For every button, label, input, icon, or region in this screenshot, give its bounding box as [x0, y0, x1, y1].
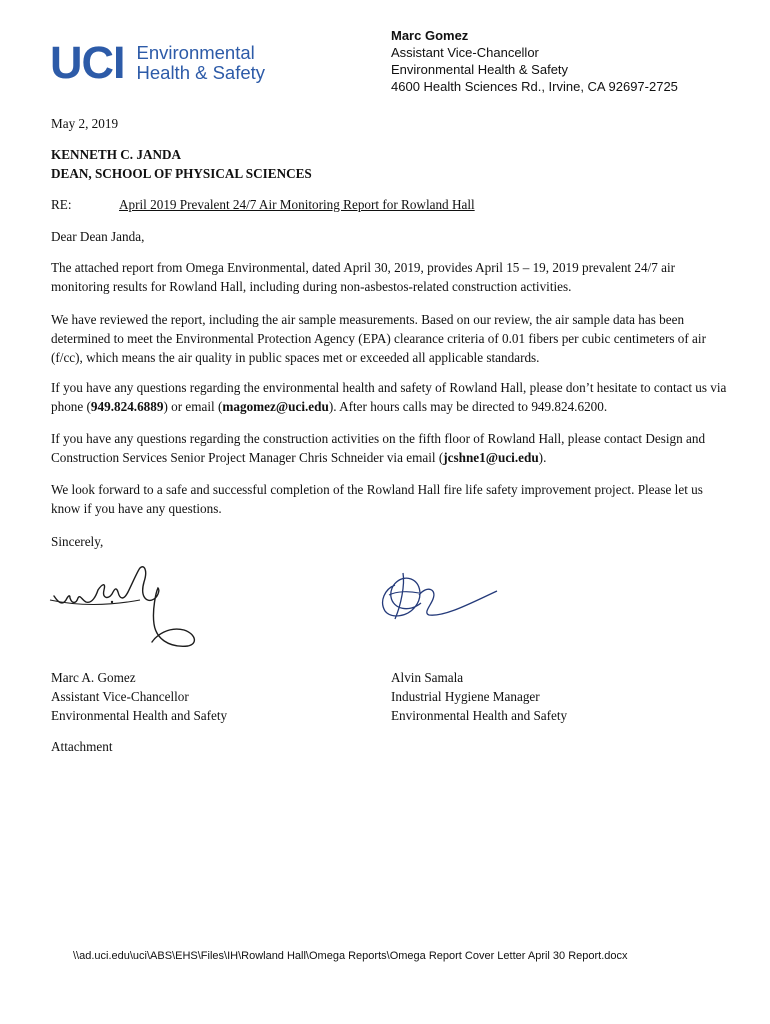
signature-samala: [375, 565, 510, 625]
recipient-name: KENNETH C. JANDA: [51, 147, 182, 162]
logo-line-2: Health & Safety: [136, 61, 266, 83]
construction-email: jcshne1@uci.edu: [443, 450, 539, 465]
footer-file-path: \\ad.uci.edu\uci\ABS\EHS\Files\IH\Rowland Hall\Omega Reports\Omega Report Cover Letter April 30 Report.docx: [73, 950, 628, 962]
re-label: RE:: [51, 197, 72, 212]
p4-text-a: If you have any questions regarding the construction activities on the fifth floor of Rowland Hall, please contact Design and Construction Services Senior Project Manager Chris Schneider via email (: [51, 431, 706, 465]
uci-ehs-logo: [50, 37, 266, 88]
sender-name: Marc Gomez: [391, 28, 469, 43]
logo-text: [137, 43, 266, 83]
sender-department: Environmental Health & Safety: [391, 62, 569, 77]
signer-title: Industrial Hygiene Manager: [391, 689, 540, 704]
signer-block-gomez: [51, 668, 227, 725]
p3-text-b: ) or email (: [163, 399, 223, 414]
paragraph-construction-contact: [51, 429, 731, 467]
salutation: Dear Dean Janda,: [51, 229, 145, 244]
attachment-note: Attachment: [51, 739, 113, 754]
signature-gomez: [48, 560, 208, 660]
sender-address: 4600 Health Sciences Rd., Irvine, CA 92697-2725: [391, 79, 678, 94]
paragraph-report-summary: The attached report from Omega Environmental, dated April 30, 2019, provides April 15 – 19, 2019 prevalent 24/7 air monitoring results for Rowland Hall, including during non-asbestos-related construction activities.: [51, 260, 676, 294]
paragraph-ehs-contact: [51, 378, 731, 416]
signer-block-samala: [391, 668, 567, 725]
contact-email: magomez@uci.edu: [222, 399, 329, 414]
re-subject: April 2019 Prevalent 24/7 Air Monitoring Report for Rowland Hall: [119, 197, 475, 212]
p3-text-c: ). After hours calls may be directed to 949.824.6200.: [328, 399, 608, 414]
paragraph-closing-remarks: We look forward to a safe and successful completion of the Rowland Hall fire life safety improvement project. Please let us know if you have any questions.: [51, 482, 703, 516]
letter-date: May 2, 2019: [51, 116, 119, 131]
paragraph-review-findings: We have reviewed the report, including the air sample measurements. Based on our review, the air sample data has been determined to meet the Environmental Protection Agency (EPA) clearance criteria of 0.01 fibers per cubic centimeters of air (f/cc), which means the air quality in public spaces met or exceeded all applicable standards.: [51, 312, 706, 365]
sender-title: Assistant Vice-Chancellor: [391, 45, 539, 60]
signer-department: Environmental Health and Safety: [51, 708, 228, 723]
contact-phone: 949.824.6889: [90, 399, 164, 414]
closing: Sincerely,: [51, 534, 104, 549]
signer-name: Alvin Samala: [391, 670, 464, 685]
logo-line-1: Environmental: [136, 41, 255, 63]
sender-block: [391, 27, 678, 95]
p4-text-b: ).: [538, 450, 547, 465]
logo-mark: UCI: [50, 37, 125, 88]
signer-name: Marc A. Gomez: [51, 670, 136, 685]
signer-department: Environmental Health and Safety: [391, 708, 568, 723]
recipient-block: [51, 145, 731, 183]
signer-title: Assistant Vice-Chancellor: [51, 689, 189, 704]
p3-text-a: If you have any questions regarding the environmental health and safety of Rowland Hall, please don’t hesitate to contact us via phone (: [51, 380, 727, 414]
recipient-title: DEAN, SCHOOL OF PHYSICAL SCIENCES: [51, 166, 312, 181]
re-line: [51, 195, 731, 214]
